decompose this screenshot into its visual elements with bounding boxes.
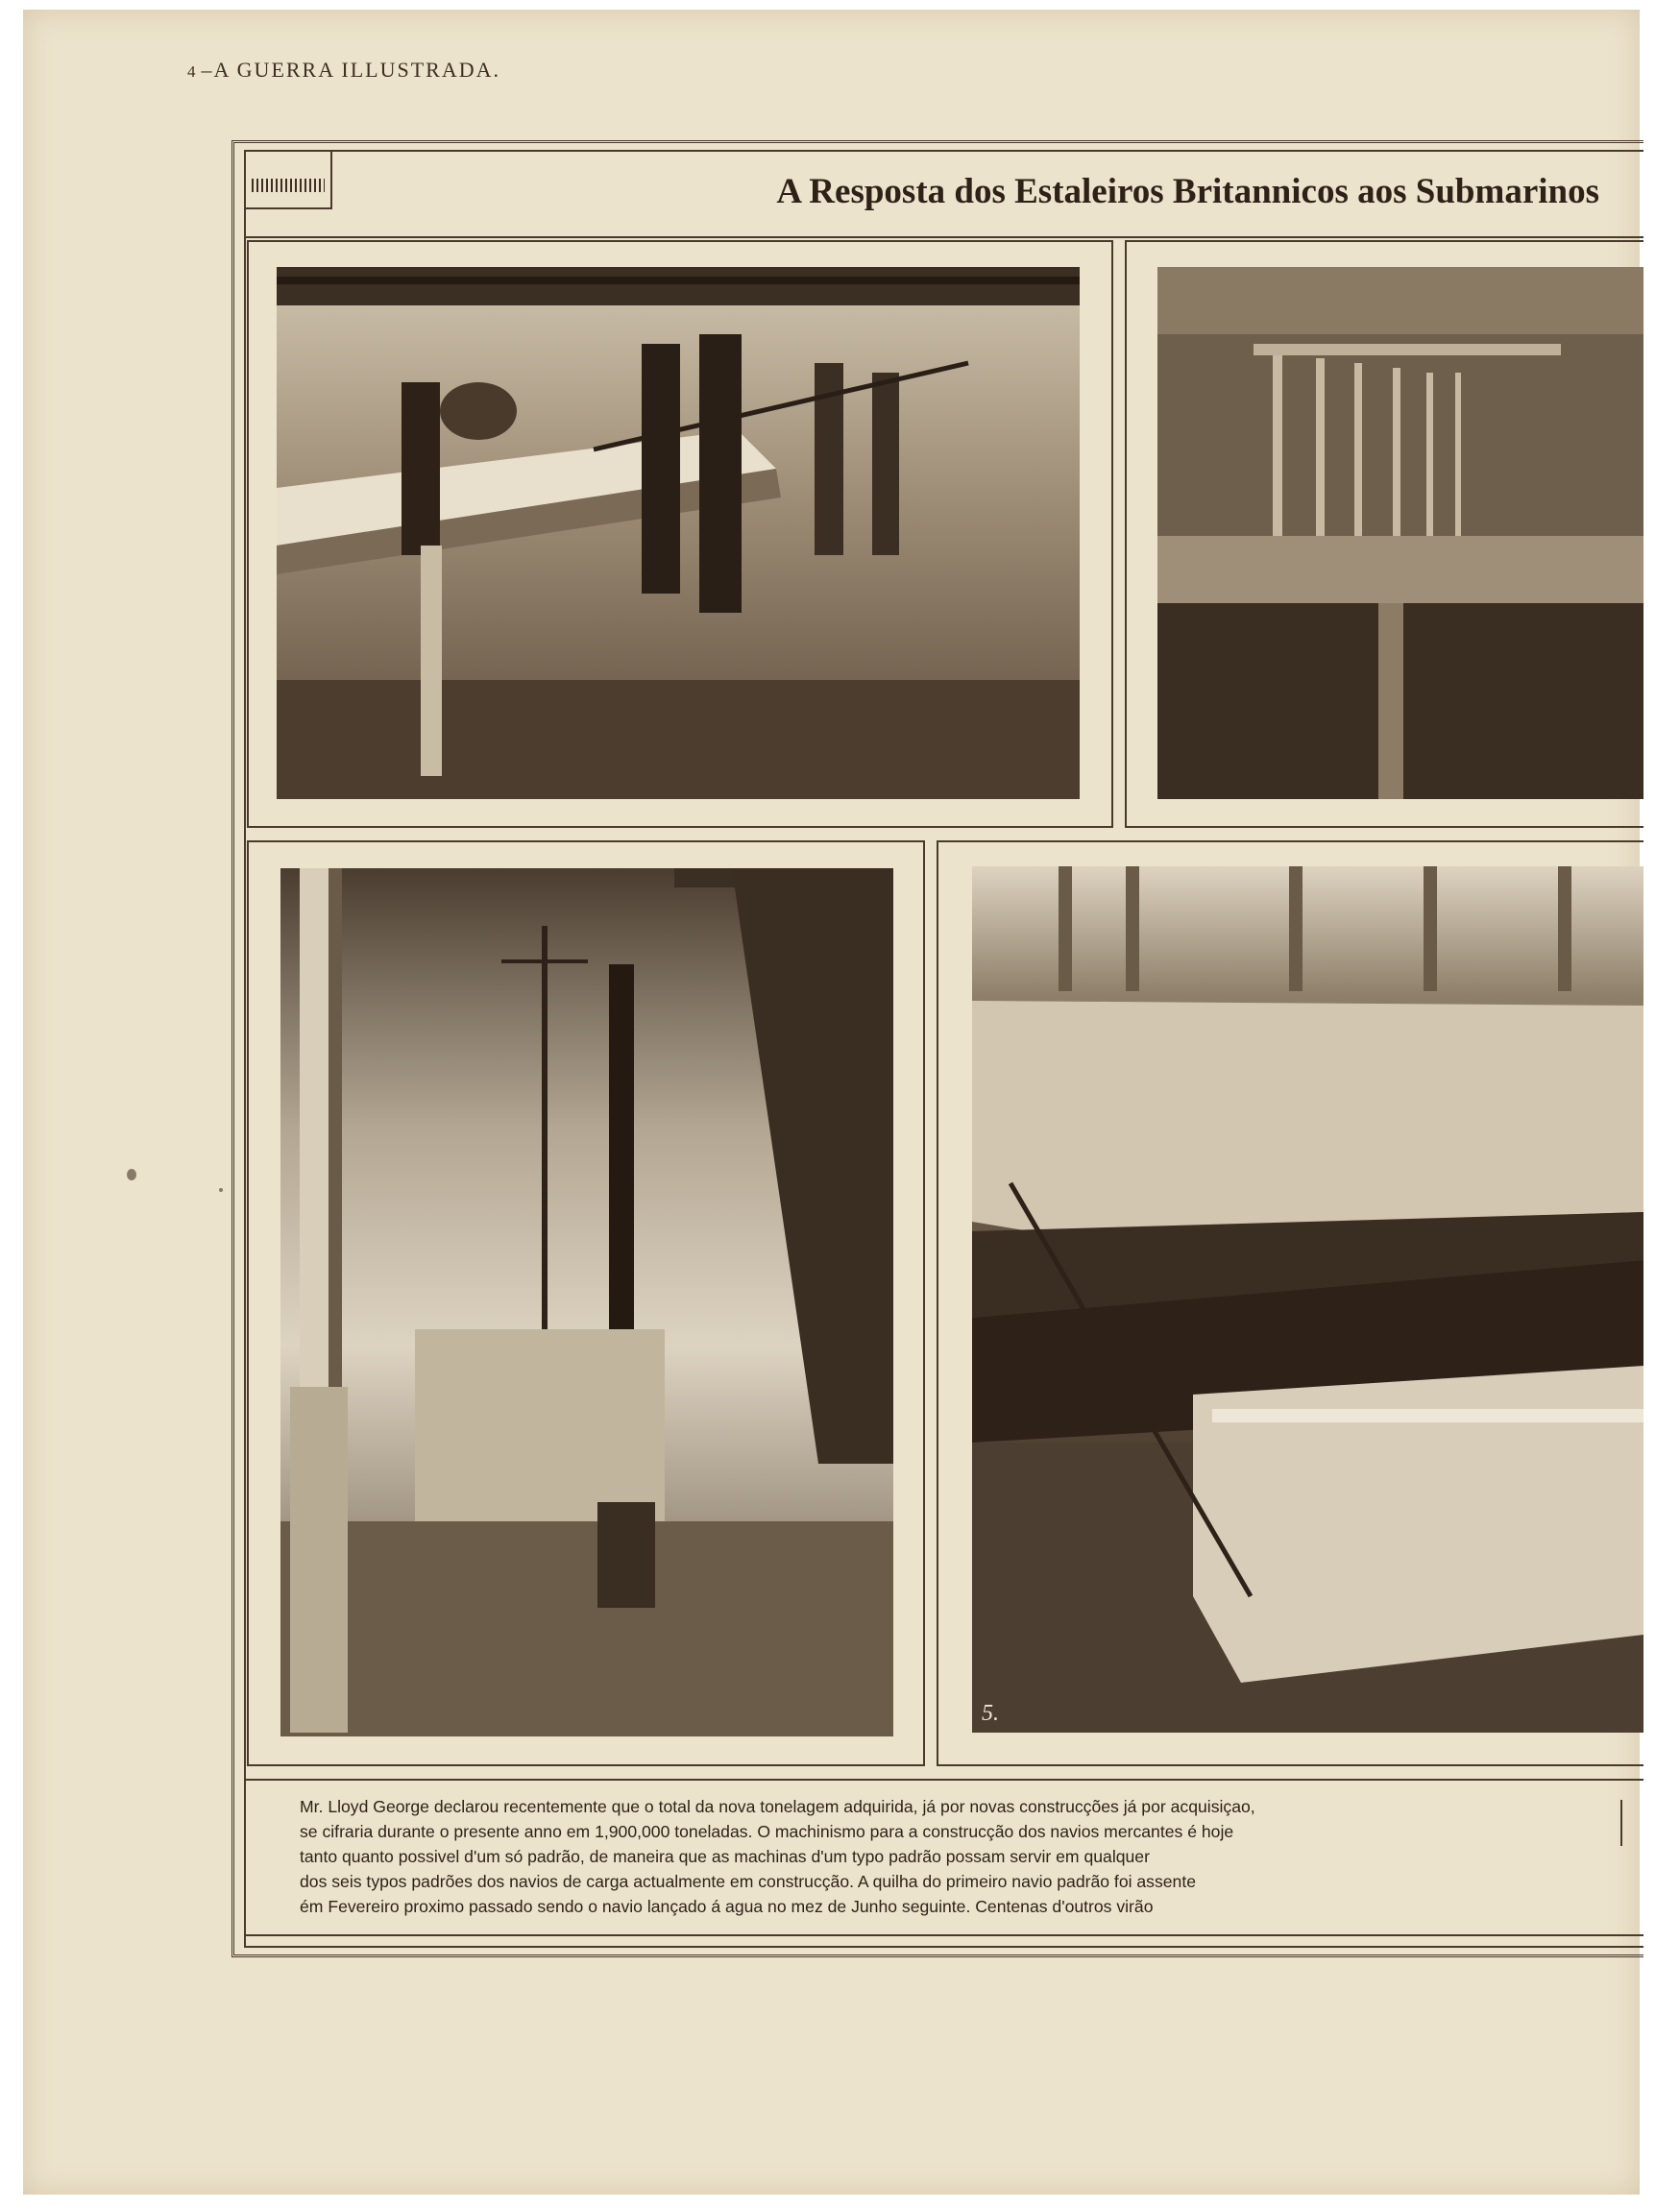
ship-deck-masts-photo [280,868,893,1736]
caption-box [246,1779,1643,1936]
caption-line: tanto quanto possivel d'um só padrão, de maneira que as machinas d'um typo padrão possam servir em qualquer [300,1847,1150,1866]
caption-line: dos seis typos padrões dos navios de carga actualmente em construcção. A quilha do primeiro navio padrão foi assente [300,1872,1197,1891]
caption-line: Mr. Lloyd George declarou recentemente que o total da nova tonelagem adquirida, já por novas construcções já por acquisiçao, [300,1797,1255,1816]
workers-bending-steel-photo [277,267,1080,799]
page-number: 4 [187,62,198,81]
caption-line: ém Fevereiro proximo passado sendo o navio lançado á agua no mez de Junho seguinte. Centenas d'outros virão [300,1897,1154,1916]
paper-blemish [219,1188,223,1192]
photo-number-label: 5. [982,1701,999,1726]
paper-blemish [127,1169,136,1180]
publication-title: –A GUERRA ILLUSTRADA. [201,58,501,82]
article-caption [300,1794,1573,1919]
caption-line: se cifraria durante o presente anno em 1,900,000 toneladas. O machinismo para a construcção dos navios mercantes é hoje [300,1822,1234,1841]
running-header [187,58,500,83]
ship-hull-frames-photo [1157,267,1643,799]
title-bar [246,152,1643,238]
column-edge-rule [1620,1800,1622,1846]
shipyard-launch-photo [972,866,1643,1733]
corner-ornament [246,152,332,209]
article-title: A Resposta dos Estaleiros Britannicos aos Submarinos [776,172,1599,211]
